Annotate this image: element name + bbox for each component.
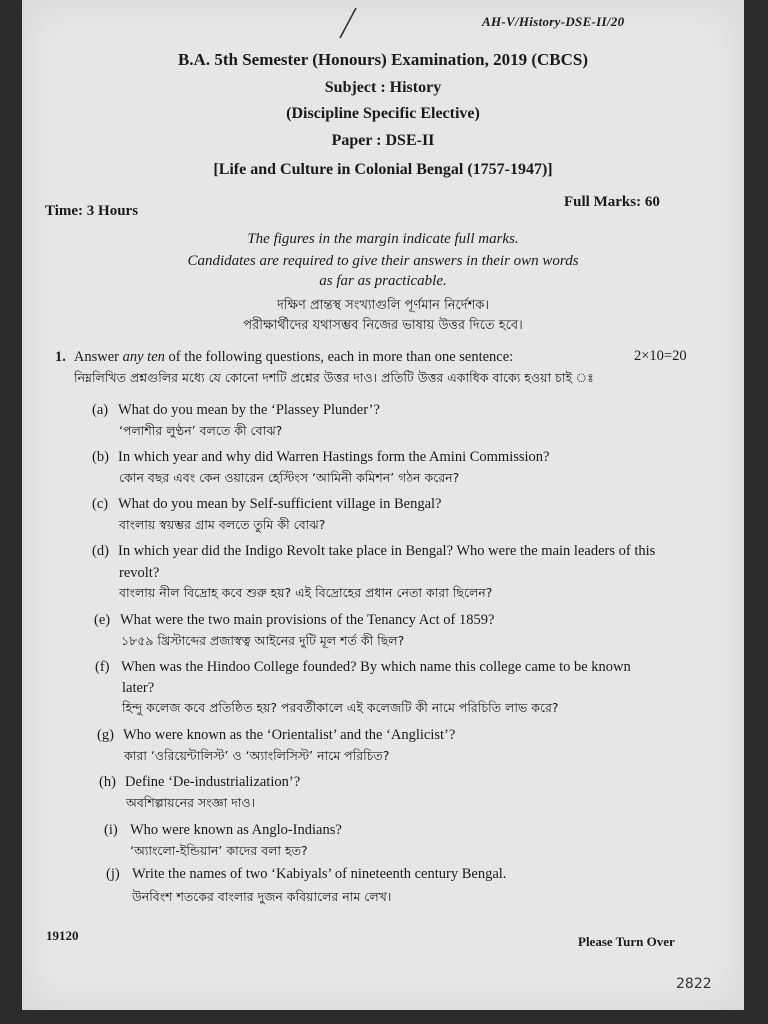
question-part: (j) Write the names of two ‘Kabiyals’ of nineteenth century Bengal. xyxy=(106,866,507,882)
question-part-continuation: revolt? xyxy=(119,565,160,581)
question-part: (f) When was the Hindoo College founded? By which name this college came to be known xyxy=(95,659,631,675)
question-part: (e) What were the two main provisions of the Tenancy Act of 1859? xyxy=(94,612,495,628)
question-part-bn: ‘পলাশীর লুণ্ঠন’ বলতে কী বোঝ? xyxy=(119,423,283,438)
question-part-bn: বাংলায় নীল বিদ্রোহ কবে শুরু হয়? এই বিদ্রোহের প্রধান নেতা কারা ছিলেন? xyxy=(119,585,493,600)
question-number: 1. xyxy=(55,349,66,365)
question-part-bn: ‘অ্যাংলো-ইন্ডিয়ান’ কাদের বলা হত? xyxy=(130,843,308,858)
question-part: (b) In which year and why did Warren Hastings form the Amini Commission? xyxy=(92,449,550,465)
question-1-marks: 2×10=20 xyxy=(634,348,687,364)
please-turn-over: Please Turn Over xyxy=(578,934,675,949)
question-part-bn: কোন বছর এবং কেন ওয়ারেন হেস্টিংস ‘আমিনী কমিশন’ গঠন করেন? xyxy=(119,470,460,485)
question-1-prompt: 1. Answer any ten of the following questions, each in more than one sentence: xyxy=(55,349,514,365)
exam-title: B.A. 5th Semester (Honours) Examination, 2019 (CBCS) xyxy=(177,50,589,69)
instruction-en-2: Candidates are required to give their answers in their own words xyxy=(187,253,579,269)
question-1-prompt-bn: নিম্নলিখিত প্রশ্নগুলির মধ্যে যে কোনো দশটি প্রশ্নের উত্তর দাও। প্রতিটি উত্তর একাধিক বাক্যে হওয়া চাই ঃ xyxy=(74,370,594,385)
question-part-bn: হিন্দু কলেজ কবে প্রতিষ্ঠিত হয়? পরবর্তীকালে এই কলেজটি কী নামে পরিচিতি লাভ করে? xyxy=(122,700,559,715)
course-title: [Life and Culture in Colonial Bengal (1757-1947)] xyxy=(213,161,553,178)
question-part: (g) Who were known as the ‘Orientalist’ and the ‘Anglicist’? xyxy=(97,727,456,743)
paper-code: AH-V/History-DSE-II/20 xyxy=(482,14,625,29)
footer-code: 19120 xyxy=(46,928,79,943)
question-part-bn: অবশিল্পায়নের সংজ্ঞা দাও। xyxy=(126,795,256,810)
question-part: (d) In which year did the Indigo Revolt take place in Bengal? Who were the main leaders of this xyxy=(92,543,656,559)
full-marks-label: Full Marks: 60 xyxy=(564,194,660,210)
instruction-bn-2: পরীক্ষার্থীদের যথাসম্ভব নিজের ভাষায় উত্তর দিতে হবে। xyxy=(243,318,523,333)
question-part: (c) What do you mean by Self-sufficient village in Bengal? xyxy=(92,496,442,512)
question-part-bn: বাংলায় স্বয়ম্ভর গ্রাম বলতে তুমি কী বোঝ? xyxy=(119,517,326,532)
time-label: Time: 3 Hours xyxy=(45,203,139,219)
instruction-en-1: The figures in the margin indicate full marks. xyxy=(247,231,519,247)
page-stamp-number: 2822 xyxy=(676,976,712,992)
subject-line: Subject : History xyxy=(324,79,442,96)
question-part: (a) What do you mean by the ‘Plassey Plunder’? xyxy=(92,402,380,418)
elective-line: (Discipline Specific Elective) xyxy=(286,105,480,122)
instruction-bn-1: দক্ষিণ প্রান্তস্থ সংখ্যাগুলি পূর্ণমান নির্দেশক। xyxy=(276,298,490,313)
tick-mark-icon xyxy=(332,6,362,40)
question-part-bn: কারা ‘ওরিয়েন্টালিস্ট’ ও ‘অ্যাংলিসিস্ট’ নামে পরিচিত? xyxy=(124,748,390,763)
question-part: (i) Who were known as Anglo-Indians? xyxy=(104,822,342,838)
question-part-bn: উনবিংশ শতকের বাংলার দুজন কবিয়ালের নাম লেখ। xyxy=(132,889,392,904)
instruction-en-3: as far as practicable. xyxy=(319,273,447,289)
exam-paper-sheet xyxy=(22,0,744,1010)
question-part-continuation: later? xyxy=(122,680,155,696)
question-part-bn: ১৮৫৯ খ্রিস্টাব্দের প্রজাস্বত্ব আইনের দুটি মূল শর্ত কী ছিল? xyxy=(121,633,405,648)
question-part: (h) Define ‘De-industrialization’? xyxy=(99,774,301,790)
paper-line: Paper : DSE-II xyxy=(331,132,435,149)
